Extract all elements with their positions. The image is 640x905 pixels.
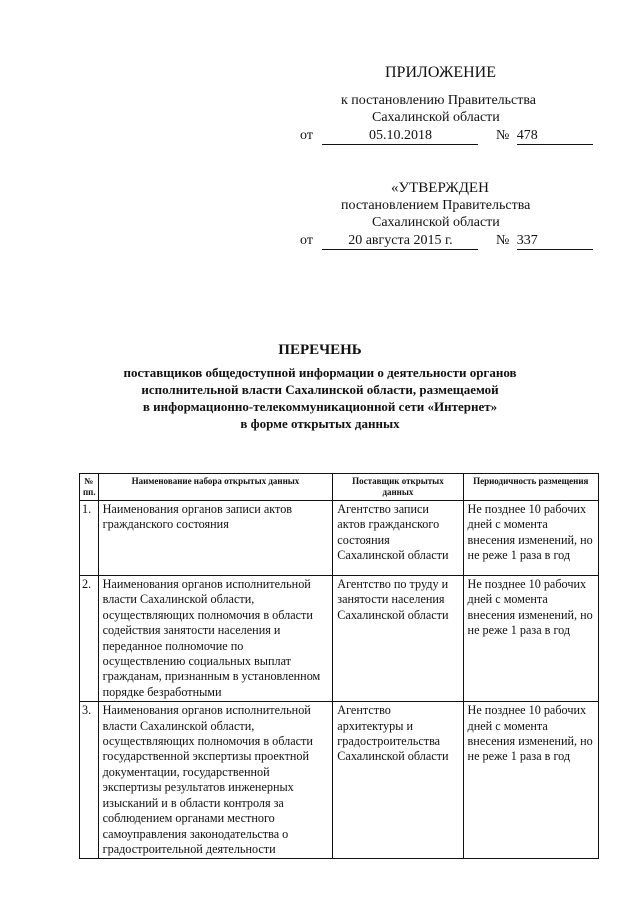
header-supplier: Поставщик открытых данных xyxy=(333,474,463,501)
approved-line-2: Сахалинской области xyxy=(372,215,500,230)
suppliers-table xyxy=(79,473,599,859)
list-title: ПЕРЕЧЕНЬ xyxy=(278,342,362,358)
row-dataset-name: Наименования органов исполнительной власти Сахалинской области, осуществляющих полномочия в области содействия занятости населения и переданное полномочие по осуществлению социальных выплат гражданам, признанным в установленном порядке безработными xyxy=(98,576,333,702)
row-supplier: Агентство записи актов гражданского состояния Сахалинской области xyxy=(333,501,463,576)
header-name: Наименование набора открытых данных xyxy=(98,474,333,501)
table-row xyxy=(80,501,599,576)
approved-date: 20 августа 2015 г. xyxy=(322,233,478,250)
row-periodicity: Не позднее 10 рабочих дней с момента внесения изменений, но не реже 1 раза в год xyxy=(463,576,598,702)
appendix-date: 05.10.2018 xyxy=(322,128,478,145)
appendix-title: ПРИЛОЖЕНИЕ xyxy=(385,64,497,81)
approved-title: «УТВЕРЖДЕН xyxy=(391,180,489,196)
list-subtitle-line-2: исполнительной власти Сахалинской области, размещаемой xyxy=(141,382,499,397)
row-number: 2. xyxy=(80,576,99,702)
row-number: 3. xyxy=(80,702,99,859)
approved-number: 337 xyxy=(517,233,593,250)
appendix-date-row xyxy=(300,128,593,145)
row-supplier: Агентство архитектуры и градостроительства Сахалинской области xyxy=(333,702,463,859)
appendix-line-1: к постановлению Правительства xyxy=(341,93,537,108)
approved-number-label: № xyxy=(495,233,510,248)
table-header-row xyxy=(80,474,599,501)
row-supplier: Агентство по труду и занятости населения Сахалинской области xyxy=(333,576,463,702)
appendix-line-2: Сахалинской области xyxy=(372,110,500,125)
approved-date-row xyxy=(300,233,593,250)
table-row xyxy=(80,702,599,859)
header-periodicity: Периодичность размещения xyxy=(463,474,598,501)
table-row xyxy=(80,576,599,702)
list-subtitle-line-4: в форме открытых данных xyxy=(240,416,400,431)
row-periodicity: Не позднее 10 рабочих дней с момента внесения изменений, но не реже 1 раза в год xyxy=(463,501,598,576)
list-subtitle-line-1: поставщиков общедоступной информации о деятельности органов xyxy=(123,365,517,380)
row-dataset-name: Наименования органов записи актов гражданского состояния xyxy=(98,501,333,576)
row-periodicity: Не позднее 10 рабочих дней с момента внесения изменений, но не реже 1 раза в год xyxy=(463,702,598,859)
list-subtitle-line-3: в информационно-телекоммуникационной сети «Интернет» xyxy=(142,399,498,414)
row-dataset-name: Наименования органов исполнительной власти Сахалинской области, осуществляющих полномочия в области государственной экспертизы проектной документации, государственной экспертизы результатов инженерных изысканий и в области контроля за соблюдением органами местного самоуправления законодательства о градостроительной деятельности xyxy=(98,702,333,859)
approved-line-1: постановлением Правительства xyxy=(341,198,531,213)
header-number: № пп. xyxy=(80,474,99,501)
row-number: 1. xyxy=(80,501,99,576)
appendix-number: 478 xyxy=(517,128,593,145)
appendix-from-label: от xyxy=(300,128,313,143)
appendix-number-label: № xyxy=(495,128,510,143)
approved-from-label: от xyxy=(300,233,313,248)
